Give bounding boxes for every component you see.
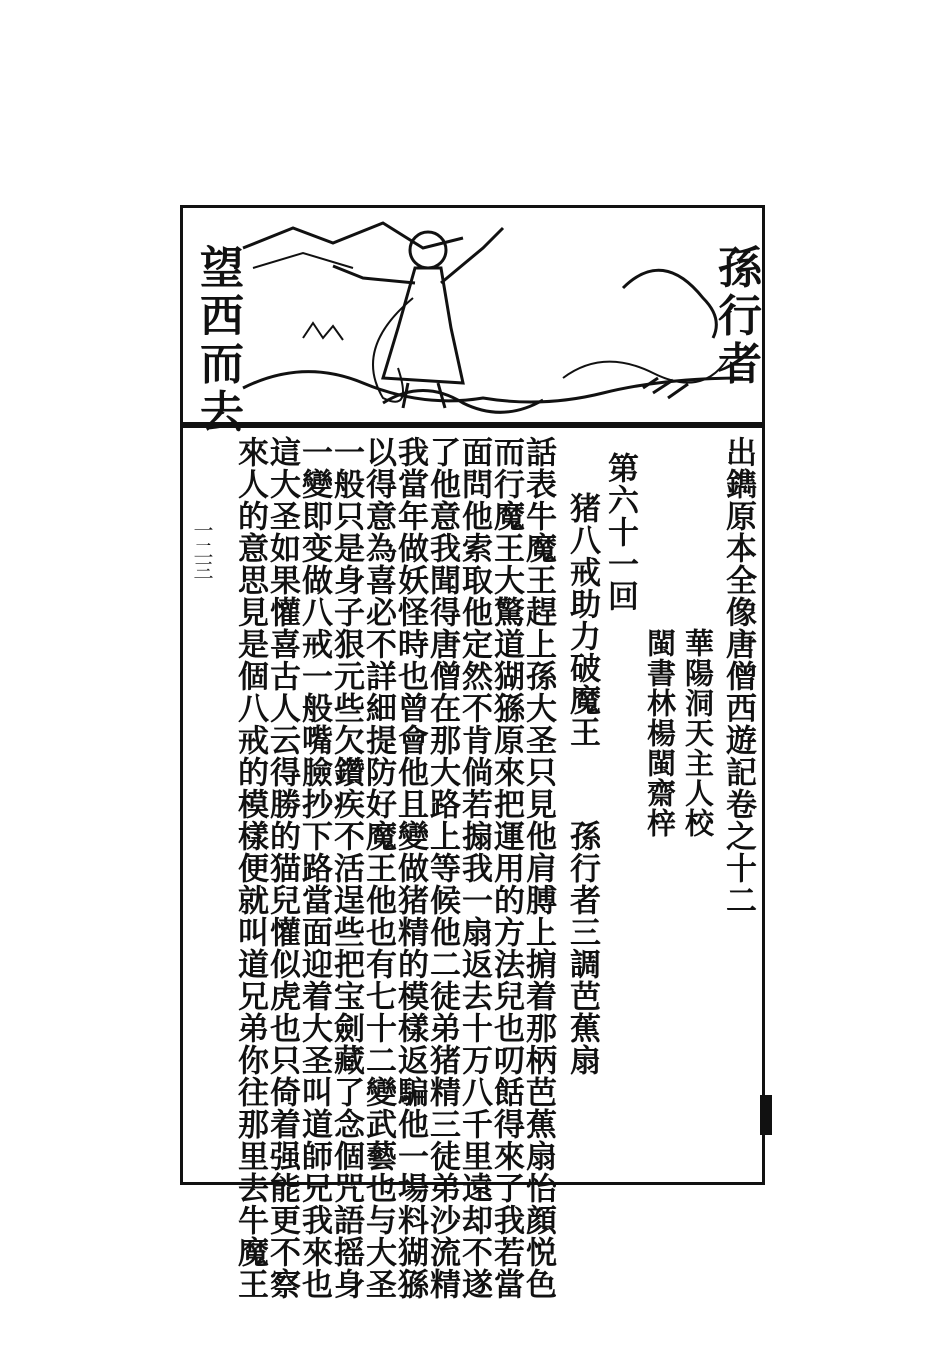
caption-char: 望	[200, 243, 244, 294]
text-column: 這大圣如果懽喜古人云得勝的猫兒懽似虎也只倚着强能更不察	[264, 436, 300, 1300]
illustration-drawing	[183, 208, 768, 428]
chapter-title-1: 猪八戒助力破魔王	[564, 492, 600, 748]
margin-note: 一二三	[190, 520, 214, 580]
chapter-title-2: 孫行者三調芭蕉扇	[564, 820, 600, 1076]
chapter-number: 第六十一回	[602, 452, 638, 612]
text-column: 一變即变做八戒一般嘴臉抄下路當面迎着大圣叫道師兄我來也	[296, 436, 332, 1300]
caption-char: 西	[200, 291, 244, 342]
text-block	[180, 425, 765, 1300]
edge-mark	[760, 1095, 772, 1135]
author-line: 華陽洞天主人校	[681, 628, 715, 838]
caption-char: 去	[200, 387, 244, 438]
text-column: 面問他索取他定然不肯倘若搧我一扇返去十万八千里遠却不遂	[456, 436, 492, 1300]
text-column: 以得意為喜必不詳細提防好魔王他也有七十二變武藝也与大圣	[360, 436, 396, 1300]
text-column: 我當年做妖怪時也曾會他且變做猪精的模樣返騙他一場料猢猻	[392, 436, 428, 1300]
text-column: 話表牛魔王趕上孫大圣只見他肩膊上掮着那柄芭蕉扇怡顔悦色	[520, 436, 556, 1300]
text-column: 一般只是身子狠元些欠鑽疾不活逞些把宝劍藏了念個咒語摇身	[328, 436, 364, 1300]
caption-char: 行	[718, 291, 762, 342]
editor-line: 閩書林楊閩齋梓	[643, 628, 677, 838]
illustration-caption-left	[197, 245, 247, 437]
caption-char: 孫	[718, 243, 762, 294]
illustration-panel	[180, 205, 765, 425]
illustration-caption-right	[715, 245, 765, 389]
caption-char: 而	[200, 339, 244, 390]
text-column: 來人的意思見是個八戒的模樣便就叫道兄弟你往那里去牛魔王	[232, 436, 268, 1300]
text-column: 了他意我聞得唐僧在那大路上等候他二徒弟猪精三徒弟沙流精	[424, 436, 460, 1300]
book-title-line: 出鐫原本全像唐僧西遊記卷之十二	[720, 436, 756, 916]
caption-char: 者	[718, 339, 762, 390]
text-column: 而行魔王大驚道猢猻原來把運用的方法兒也叨餂得來了我若當	[488, 436, 524, 1300]
